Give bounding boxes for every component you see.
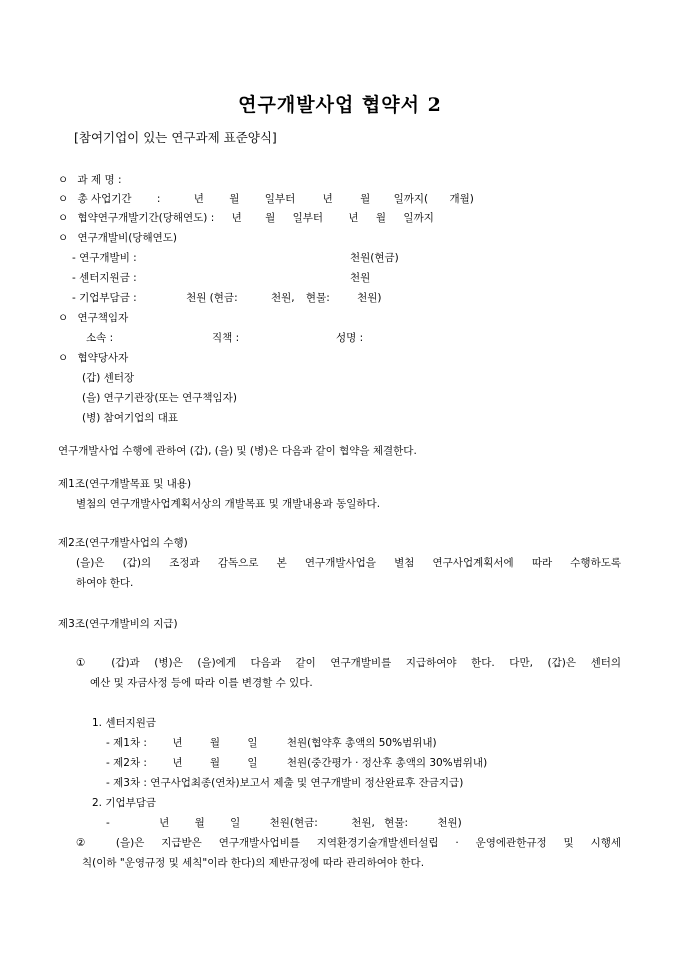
article-3-para1-line2: 예산 및 자금사정 등에 따라 이를 변경할 수 있다. [90, 677, 313, 689]
field-center-support: - 센터지원금 : [72, 272, 137, 284]
article-3-para2-line1: ② (을)은 지급받은 연구개발사업비를 지역환경기술개발센터설립 · 운영에관한규정 및 시행세 [76, 837, 621, 849]
field-project-name: ㅇ 과 제 명 : [58, 174, 122, 186]
document-title: 연구개발사업 협약서 2 [238, 94, 442, 116]
article-2-heading: 제2조(연구개발사업의 수행) [58, 537, 188, 549]
field-center-support-unit: 천원 [350, 272, 371, 284]
article-1-heading: 제1조(연구개발목표 및 내용) [58, 478, 192, 490]
installment-1: - 제1차 : 년 월 일 천원(협약후 총액의 50%범위내) [106, 737, 437, 749]
field-rd-cost: - 연구개발비 : [72, 252, 137, 264]
party-item: (갑) 센터장 [82, 372, 135, 384]
sub-item-center-support: 1. 센터지원금 [92, 717, 157, 729]
intro-sentence: 연구개발사업 수행에 관하여 (갑), (을) 및 (병)은 다음과 같이 협약을 체결한다. [58, 445, 417, 457]
bullet-icon: ㅇ [58, 312, 69, 324]
article-2-body-line2: 하여야 한다. [76, 577, 134, 589]
field-pi-affiliation: 소속 : [86, 332, 114, 344]
company-payment: - 년 월 일 천원(현금: 천원, 현물: 천원) [106, 817, 462, 829]
article-3-para2-line2: 칙(이하 "운영규정 및 세칙"이라 한다)의 제반규정에 따라 관리하여야 한다. [82, 857, 425, 869]
field-pi-position: 직책 : [212, 332, 240, 344]
article-3-heading: 제3조(연구개발비의 지급) [58, 618, 178, 630]
bullet-icon: ㅇ [58, 212, 69, 224]
article-1-body: 별첨의 연구개발사업계획서상의 개발목표 및 개발내용과 동일하다. [76, 498, 381, 510]
field-pi-name: 성명 : [336, 332, 364, 344]
field-pi-header: ㅇ 연구책임자 [58, 312, 129, 324]
party-item: (병) 참여기업의 대표 [82, 412, 179, 424]
field-contract-period: ㅇ 협약연구개발기간(당해연도) : 년 월 일부터 년 월 일까지 [58, 212, 434, 224]
installment-3: - 제3차 : 연구사업최종(연차)보고서 제출 및 연구개발비 정산완료후 잔금지급) [106, 777, 464, 789]
bullet-icon: ㅇ [58, 174, 69, 186]
article-3-para1-line1: ① (갑)과 (병)은 (을)에게 다음과 같이 연구개발비를 지급하여야 한다. 다만, (갑)은 센터의 [76, 657, 621, 669]
field-parties-header: ㅇ 협약당사자 [58, 352, 129, 364]
field-company-share: - 기업부담금 : 천원 (현금: 천원, 현물: 천원) [72, 292, 382, 304]
party-item: (을) 연구기관장(또는 연구책임자) [82, 392, 237, 404]
bullet-icon: ㅇ [58, 193, 69, 205]
sub-item-company-share: 2. 기업부담금 [92, 797, 157, 809]
field-rd-cost-header: ㅇ 연구개발비(당해연도) [58, 232, 177, 244]
field-total-period: ㅇ 총 사업기간 : 년 월 일부터 년 월 일까지( 개월) [58, 193, 474, 205]
article-2-body-line1: (을)은 (갑)의 조정과 감독으로 본 연구개발사업을 별첨 연구사업계획서에 따라 수행하도록 [76, 557, 621, 569]
document-subtitle: [참여기업이 있는 연구과제 표준양식] [74, 130, 277, 145]
bullet-icon: ㅇ [58, 352, 69, 364]
installment-2: - 제2차 : 년 월 일 천원(중간평가 · 정산후 총액의 30%범위내) [106, 757, 488, 769]
bullet-icon: ㅇ [58, 232, 69, 244]
field-rd-cost-unit: 천원(현금) [350, 252, 399, 264]
